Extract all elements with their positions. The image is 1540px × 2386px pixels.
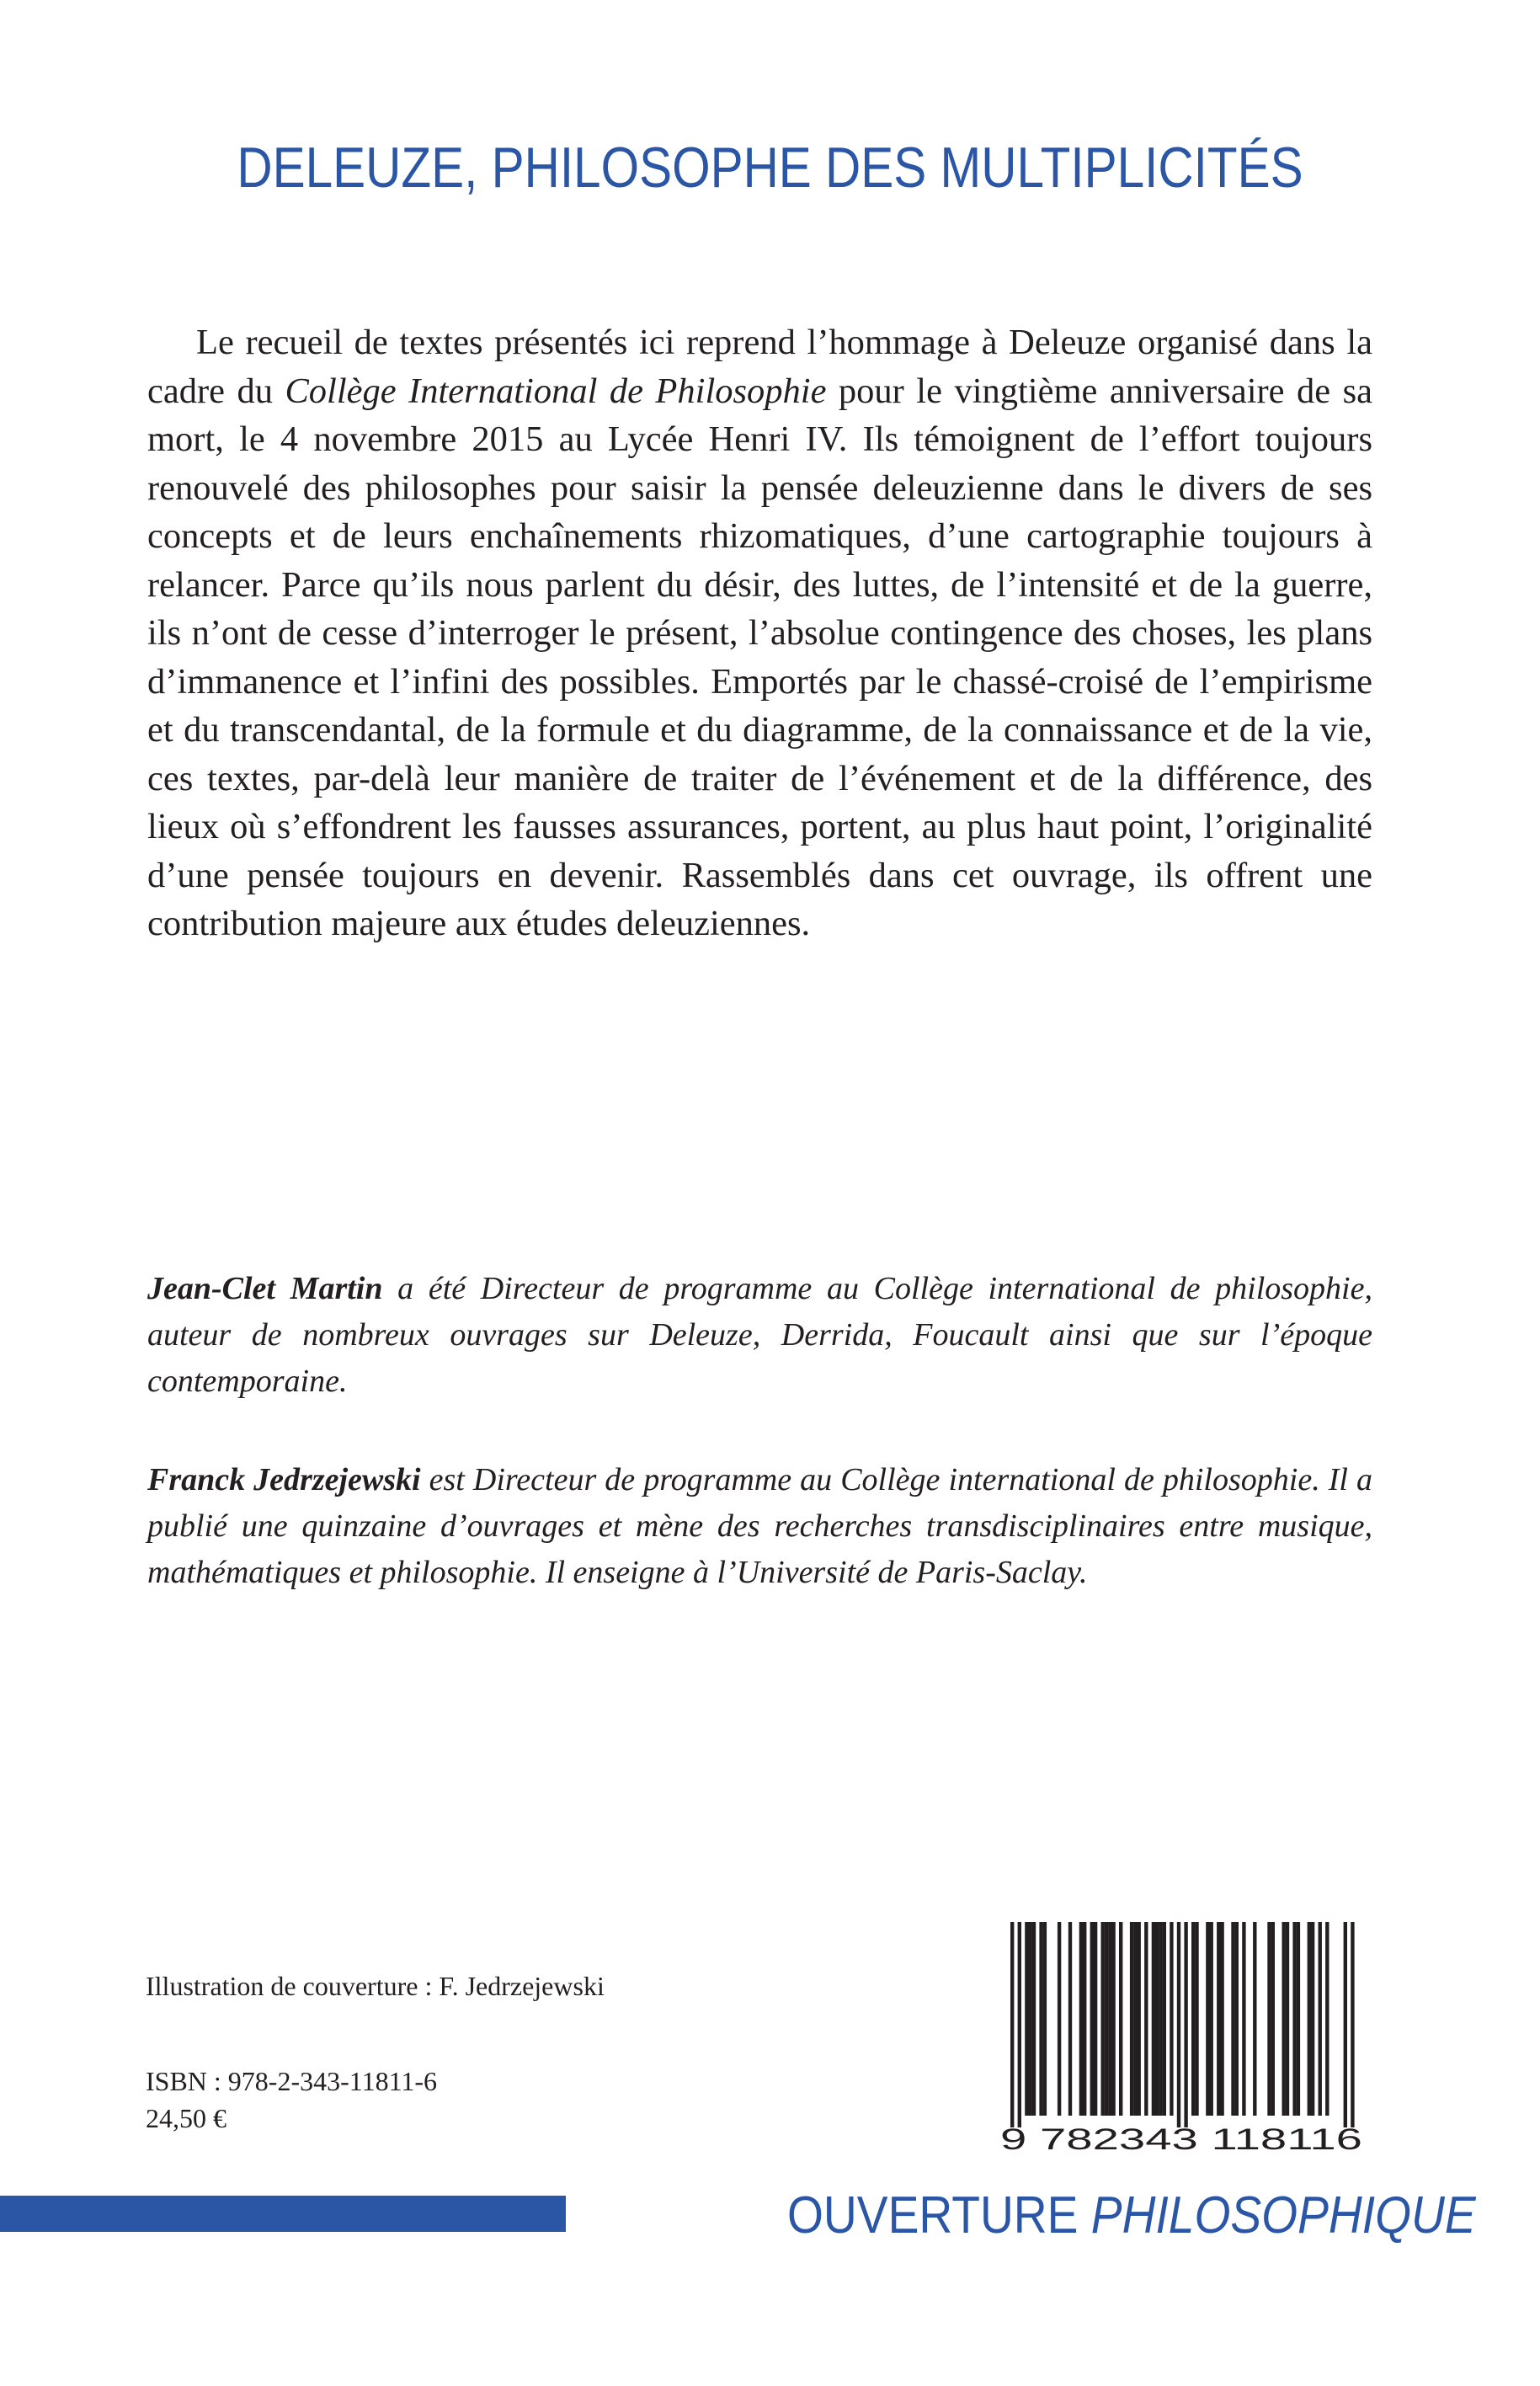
barcode-bar: [1138, 1922, 1141, 2116]
barcode-bar: [1210, 1922, 1213, 2116]
barcode-bar: [1144, 1922, 1148, 2116]
author-name-1: Jean-Clet Martin: [147, 1271, 383, 1306]
barcode-bar: [1105, 1922, 1108, 2116]
author-bio-text-2: est Directeur de programme au Collège international de philosophie. Il a publié une quinzaine d’ouvrages et mène des recherches transdisciplinaires entre musique, mathématiques et philosophie. Il enseigne à l’Université de Paris-Saclay.: [147, 1462, 1372, 1590]
collection-accent-bar: [0, 2196, 566, 2232]
barcode-bar: [1043, 1922, 1047, 2116]
barcode-bar: [1094, 1922, 1097, 2116]
barcode-bar: [1235, 1922, 1239, 2116]
back-cover-summary: [147, 318, 1372, 948]
barcode-bar: [1242, 1922, 1245, 2116]
barcode-bar: [1253, 1922, 1256, 2116]
barcode-guard-bar: [1184, 1922, 1187, 2127]
summary-text-end: pour le vingtième anniversaire de sa mort, le 4 novembre 2015 au Lycée Henri IV. Ils témoignent de l’effort toujours renouvelé des philosophes pour saisir la pensée deleuzienne dans le divers de ses concepts et de leurs enchaînements rhizomatiques, d’une cartographie toujours à relancer. Parce qu’ils nous parlent du désir, des luttes, de l’intensité et de la guerre, ils n’ont de cesse d’interroger le présent, l’absolue contingence des choses, les plans d’immanence et l’infini des possibles. Emportés par le chassé-croisé de l’empirisme et du transcendantal, de la formule et du diagramme, de la connaissance et de la vie, ces textes, par-delà leur manière de traiter de l’événement et de la différence, des lieux où s’effondrent les fausses assurances, portent, au plus haut point, l’originalité d’une pensée toujours en devenir. Rassemblés dans cet ouvrage, ils offrent une contribution majeure aux études deleuziennes.: [147, 371, 1372, 943]
barcode-bar: [1206, 1922, 1209, 2116]
barcode-bar: [1025, 1922, 1028, 2116]
summary-italic-institution: Collège International de Philosophie: [285, 371, 827, 411]
isbn: ISBN : 978-2-343-11811-6: [146, 2066, 438, 2096]
barcode-bar: [1170, 1922, 1173, 2116]
barcode-bar: [1068, 1922, 1072, 2116]
barcode-bar: [1195, 1922, 1198, 2116]
barcode-bar: [1108, 1922, 1111, 2116]
barcode-bar: [1319, 1922, 1322, 2116]
collection-name: [787, 2186, 1476, 2245]
barcode-bar: [1159, 1922, 1162, 2116]
barcode-bar: [1155, 1922, 1159, 2116]
barcode-bar: [1133, 1922, 1137, 2116]
barcode-bar: [1130, 1922, 1133, 2116]
barcode-bar: [1311, 1922, 1314, 2116]
barcode-bar: [1325, 1922, 1329, 2116]
barcode-bar: [1282, 1922, 1286, 2116]
barcode-bar: [1039, 1922, 1042, 2116]
illustration-credit: Illustration de couverture : F. Jedrzejewski: [146, 1971, 605, 2001]
price: 24,50 €: [146, 2103, 226, 2133]
barcode-guard-bar: [1018, 1922, 1021, 2127]
barcode-bar: [1191, 1922, 1195, 2116]
barcode-bar: [1032, 1922, 1036, 2116]
author-bio-text-1: a été Directeur de programme au Collège international de philosophie, auteur de nombreux ouvrages sur Deleuze, Derrida, Foucault ainsi que sur l’époque contemporaine.: [147, 1271, 1372, 1399]
collection-name-part2: PHILOSOPHIQUE: [1090, 2186, 1476, 2245]
barcode-bar: [1267, 1922, 1271, 2116]
author-bio-2: [147, 1457, 1372, 1596]
barcode-bar: [1029, 1922, 1032, 2116]
barcode-bar: [1163, 1922, 1166, 2116]
barcode-bar: [1101, 1922, 1105, 2116]
barcode-guard-bar: [1177, 1922, 1180, 2127]
barcode-bar: [1231, 1922, 1234, 2116]
barcode-bar: [1119, 1922, 1122, 2116]
barcode-bar: [1220, 1922, 1223, 2116]
barcode-guard-bar: [1351, 1922, 1354, 2127]
barcode-bar: [1286, 1922, 1289, 2116]
barcode-bar: [1058, 1922, 1061, 2116]
summary-text-start: Le recueil de textes présentés ici reprend l’hommage à Deleuze organisé dans la cadre du: [147, 323, 1372, 411]
book-title: DELEUZE, PHILOSOPHE DES MULTIPLICITÉS: [237, 136, 1303, 200]
barcode-bar: [1152, 1922, 1155, 2116]
barcode-bar: [1079, 1922, 1083, 2116]
barcode-bar: [1111, 1922, 1115, 2116]
barcode-bar: [1083, 1922, 1086, 2116]
barcode-digits: 9 782343 118116: [1000, 2123, 1362, 2154]
barcode-bar: [1271, 1922, 1275, 2116]
author-name-2: Franck Jedrzejewski: [147, 1462, 421, 1497]
barcode-bar: [1292, 1922, 1296, 2116]
barcode-guard-bar: [1344, 1922, 1347, 2127]
author-bio-1: [147, 1266, 1372, 1405]
barcode-bar: [1308, 1922, 1311, 2116]
collection-name-part1: OUVERTURE: [787, 2186, 1091, 2245]
barcode-bar: [1217, 1922, 1220, 2116]
barcode-guard-bar: [1010, 1922, 1014, 2127]
barcode-bar: [1090, 1922, 1094, 2116]
barcode: [992, 1922, 1371, 2154]
barcode-bar: [1297, 1922, 1300, 2116]
